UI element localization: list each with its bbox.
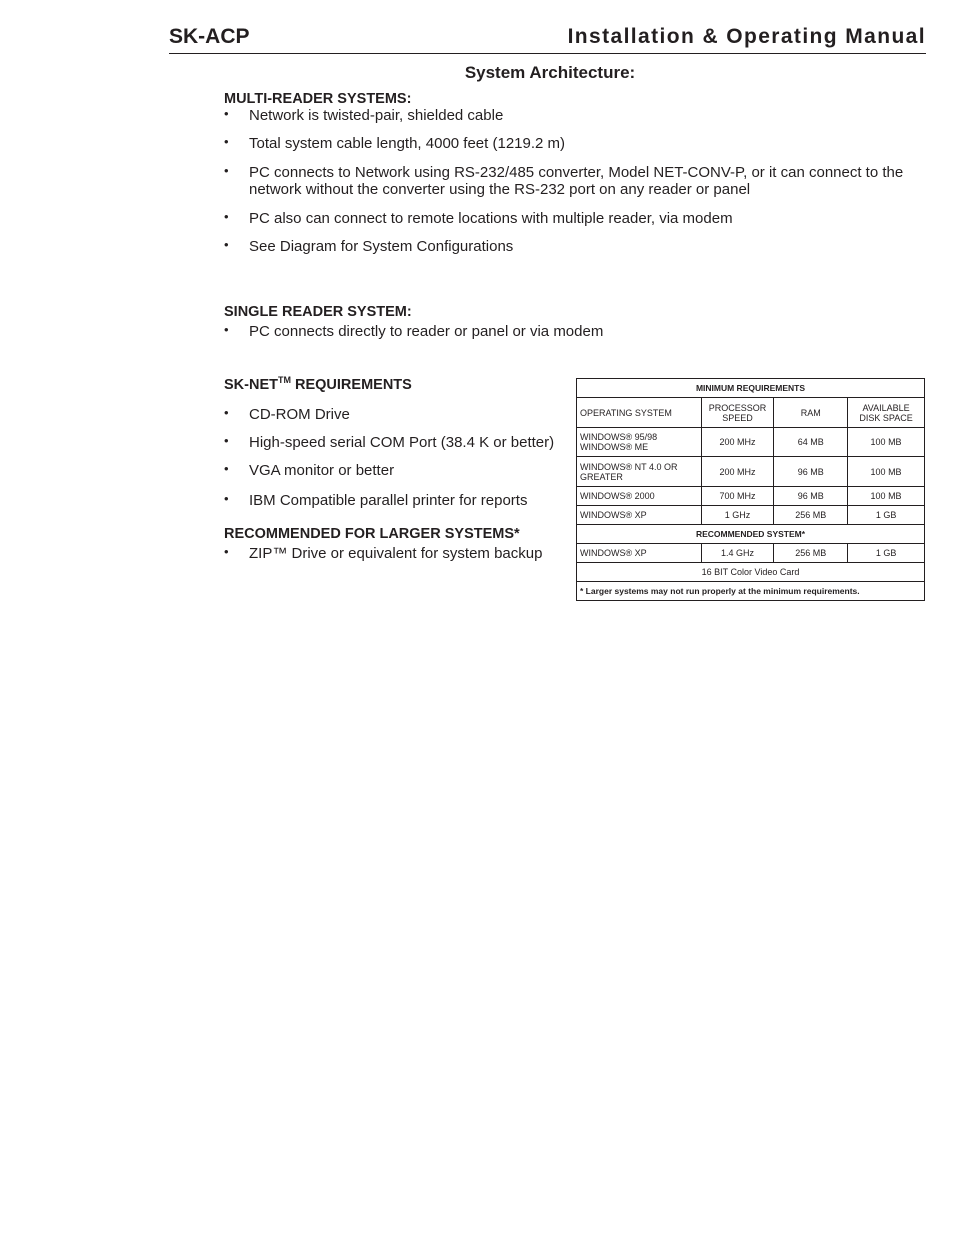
doc-title: Installation & Operating Manual [567, 25, 926, 48]
os-cell: WINDOWS® NT 4.0 OR GREATER [577, 457, 702, 487]
list-item: • ZIP™ Drive or equivalent for system backup [249, 545, 542, 562]
sknet-heading-prefix: SK-NET [224, 377, 278, 393]
col-header: RAM [774, 398, 848, 428]
cpu-cell: 200 MHz [701, 428, 774, 457]
sknet-heading-suffix: REQUIREMENTS [290, 377, 412, 393]
multi-reader-heading: MULTI-READER SYSTEMS: [224, 91, 412, 107]
table-row [577, 487, 925, 506]
doc-model: SK-ACP [169, 25, 250, 48]
ram-cell: 256 MB [774, 544, 848, 563]
col-header: OPERATING SYSTEM [577, 398, 702, 428]
single-reader-heading: SINGLE READER SYSTEM: [224, 304, 412, 320]
recommended-system-title: RECOMMENDED SYSTEM* [577, 525, 925, 544]
min-requirements-title: MINIMUM REQUIREMENTS [577, 379, 925, 398]
os-cell: WINDOWS® XP [577, 544, 702, 563]
list-item: • High-speed serial COM Port (38.4 K or better) [249, 434, 554, 451]
cpu-cell: 700 MHz [701, 487, 774, 506]
list-item: • Network is twisted-pair, shielded cable [249, 107, 503, 124]
os-cell: WINDOWS® 2000 [577, 487, 702, 506]
list-item: • VGA monitor or better [249, 462, 394, 479]
os-cell: WINDOWS® 95/98 WINDOWS® ME [577, 428, 702, 457]
sknet-heading [224, 377, 412, 393]
list-item: • PC also can connect to remote locations with multiple reader, via modem [249, 210, 733, 227]
video-card-cell: 16 BIT Color Video Card [577, 563, 925, 582]
recommended-heading: RECOMMENDED FOR LARGER SYSTEMS* [224, 526, 520, 542]
cpu-cell: 1.4 GHz [701, 544, 774, 563]
col-header: PROCESSOR SPEED [701, 398, 774, 428]
disk-cell: 100 MB [848, 457, 925, 487]
table-row [577, 506, 925, 525]
disk-cell: 100 MB [848, 487, 925, 506]
cpu-cell: 200 MHz [701, 457, 774, 487]
disk-cell: 100 MB [848, 428, 925, 457]
table-footnote: * Larger systems may not run properly at the minimum requirements. [577, 582, 925, 601]
table-row [577, 544, 925, 563]
trademark-mark: TM [277, 375, 291, 385]
os-cell: WINDOWS® XP [577, 506, 702, 525]
ram-cell: 64 MB [774, 428, 848, 457]
disk-cell: 1 GB [848, 544, 925, 563]
list-item: • PC connects directly to reader or panel or via modem [249, 323, 603, 340]
col-header: AVAILABLE DISK SPACE [848, 398, 925, 428]
ram-cell: 256 MB [774, 506, 848, 525]
section-title: System Architecture: [464, 63, 636, 82]
list-item: • IBM Compatible parallel printer for reports [249, 492, 527, 509]
cpu-cell: 1 GHz [701, 506, 774, 525]
list-item: • See Diagram for System Configurations [249, 238, 513, 255]
table-header-row [577, 398, 925, 428]
list-item: • Total system cable length, 4000 feet (1219.2 m) [249, 135, 565, 152]
ram-cell: 96 MB [774, 487, 848, 506]
ram-cell: 96 MB [774, 457, 848, 487]
list-item: • PC connects to Network using RS-232/485 converter, Model NET-CONV-P, or it can connect to the network without the converter using the RS-232 port on any reader or panel [249, 164, 924, 198]
table-row [577, 428, 925, 457]
header-rule [169, 53, 926, 54]
list-item: • CD-ROM Drive [249, 406, 350, 423]
table-row [577, 457, 925, 487]
disk-cell: 1 GB [848, 506, 925, 525]
requirements-table [576, 378, 925, 601]
